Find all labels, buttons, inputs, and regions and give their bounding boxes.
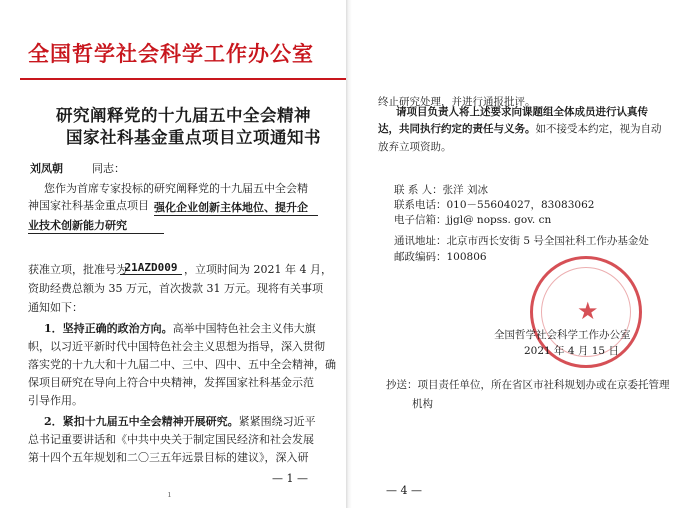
addressee-name: 刘凤朝 bbox=[30, 162, 63, 175]
contact-email: 电子信箱：jjgl@ nopss. gov. cn bbox=[394, 214, 552, 226]
contact-address: 通讯地址：北京市西长安街 5 号全国社科工作办基金处 bbox=[394, 235, 649, 247]
item-1-line-5: 引导作用。 bbox=[28, 394, 83, 407]
contact-person: 联 系 人：张洋 刘冰 bbox=[394, 184, 489, 196]
item-1-line-4: 保项目研究在导向上符合中央精神，发挥国家社科基金示范 bbox=[28, 376, 314, 389]
requirement-line-2 bbox=[378, 122, 662, 136]
seal-star-icon: ★ bbox=[577, 297, 599, 325]
project-title-field-1: 强化企业创新主体地位、提升企 bbox=[154, 199, 318, 216]
page-tick-mark: ı bbox=[168, 490, 171, 500]
approval-number: 21AZD009 bbox=[120, 261, 182, 275]
page-number-left: — 1 — bbox=[272, 472, 308, 485]
item-2-heading: 2．紧扣十九届五中全会精神开展研究。 bbox=[44, 415, 239, 428]
requirement-line-3: 放弃立项资助。 bbox=[378, 141, 452, 153]
item-2-line-2: 总书记重要讲话和《中共中央关于制定国民经济和社会发展 bbox=[28, 433, 314, 446]
paragraph-1-line-1: 您作为首席专家投标的研究阐释党的十九届五中全会精 bbox=[44, 182, 308, 195]
header-red-rule bbox=[20, 78, 346, 80]
notice-line: 通知如下： bbox=[28, 301, 83, 314]
approval-suffix: ，立项时间为 2021 年 4 月， bbox=[184, 263, 332, 276]
item-2-line-3: 第十四个五年规划和二〇三五年远景目标的建议》，深入研 bbox=[28, 451, 309, 464]
cc-line-1: 抄送：项目责任单位，所在省区市社科规划办或在京委托管理 bbox=[386, 379, 670, 391]
org-header: 全国哲学社会科学工作办公室 bbox=[28, 42, 314, 66]
item-2-rest: 紧紧围绕习近平 bbox=[238, 415, 316, 428]
project-title-field-2: 业技术创新能力研究 bbox=[28, 217, 164, 234]
requirement-line-2-bold: 达，共同执行约定的责任与义务。 bbox=[378, 123, 536, 135]
contact-phone: 联系电话：010－55604027，83083062 bbox=[394, 199, 595, 211]
item-1-first-line bbox=[44, 321, 316, 336]
page-number-right: — 4 — bbox=[386, 484, 422, 497]
item-1-rest: 高举中国特色社会主义伟大旗 bbox=[172, 322, 316, 335]
right-top-line: 终止研究处理，并进行通报批评。 bbox=[378, 96, 536, 108]
approval-prefix: 获准立项，批准号为 bbox=[28, 263, 127, 276]
item-1-line-2: 帜，以习近平新时代中国特色社会主义思想为指导，深入贯彻 bbox=[28, 340, 325, 353]
item-2-first-line bbox=[44, 414, 316, 429]
item-1-line-3: 落实党的十九大和十九届二中、三中、四中、五中全会精神，确 bbox=[28, 358, 336, 371]
document-title-line-1: 研究阐释党的十九届五中全会精神 bbox=[56, 106, 311, 125]
contact-postcode: 邮政编码：100806 bbox=[394, 251, 487, 263]
signing-organization: 全国哲学社会科学工作办公室 bbox=[494, 329, 631, 341]
cc-line-2: 机构 bbox=[412, 398, 433, 410]
document-title-line-2: 国家社科基金重点项目立项通知书 bbox=[66, 128, 321, 147]
funding-line: 资助经费总额为 35 万元，首次拨款 31 万元。现将有关事项 bbox=[28, 282, 323, 295]
paragraph-1-line-2: 神国家社科基金重点项目 bbox=[28, 199, 149, 212]
requirement-line-2-rest: 如不接受本约定，视为自动 bbox=[535, 123, 662, 135]
signing-date: 2021 年 4 月 15 日 bbox=[524, 345, 619, 357]
requirement-line-1: 请项目负责人将上述要求向课题组全体成员进行认真传 bbox=[396, 106, 648, 118]
item-1-heading: 1．坚持正确的政治方向。 bbox=[44, 322, 173, 335]
addressee-suffix: 同志： bbox=[92, 162, 125, 175]
